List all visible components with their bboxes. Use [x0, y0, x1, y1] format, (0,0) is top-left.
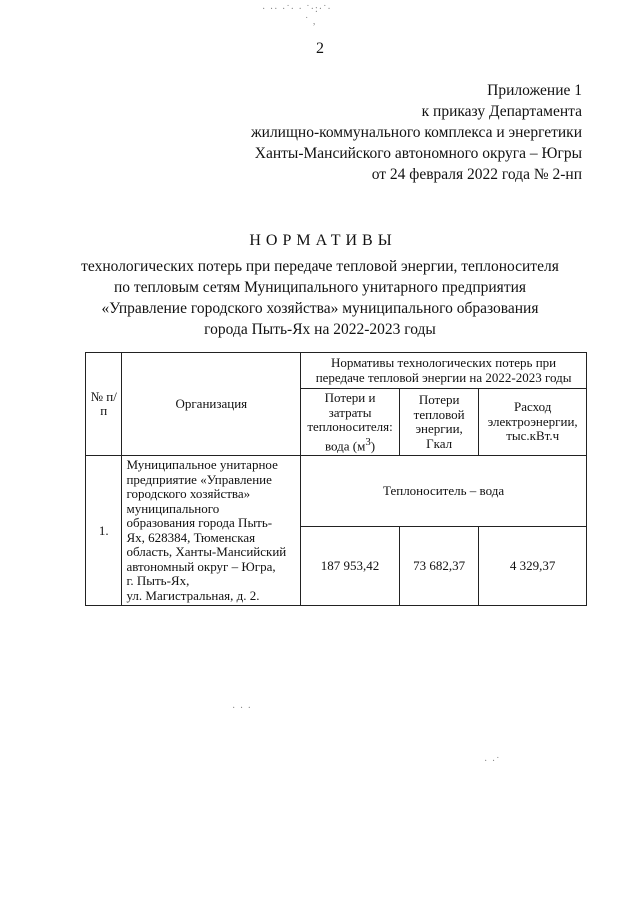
- scan-noise-top: · ·· ·˙· · ˙·:·˙·: [262, 4, 332, 15]
- appendix-line: Приложение 1: [487, 82, 582, 99]
- appendix-line: Ханты-Мансийского автономного округа – Югры: [254, 145, 582, 162]
- organization-line: область, Ханты-Мансийский: [126, 544, 287, 560]
- header-col-water-loss: [301, 389, 400, 456]
- organization-line: образования города Пыть-: [126, 515, 273, 531]
- document-title-block: [0, 232, 640, 340]
- organization-line: г. Пыть-Ях,: [126, 573, 190, 589]
- organization-line: Муниципальное унитарное: [126, 457, 278, 473]
- row-organization: [122, 456, 301, 606]
- organization-line: автономный округ – Югра,: [126, 558, 276, 574]
- organization-line: городского хозяйства»: [126, 486, 251, 502]
- document-title: НОРМАТИВЫ: [249, 232, 397, 249]
- appendix-header: [251, 80, 582, 185]
- subtitle-line: технологических потерь при передаче тепловой энергии, теплоносителя: [81, 258, 559, 275]
- header-col-heat-loss: Потери тепловой энергии, Гкал: [399, 389, 478, 456]
- subtitle-line: «Управление городского хозяйства» муниципального образования: [101, 300, 539, 317]
- header-col-water-loss-text: Потери и затраты теплоносителя: вода (м: [307, 390, 393, 453]
- value-electricity: 4 329,37: [479, 527, 587, 606]
- scan-noise-top-2: ˙ ,: [305, 16, 317, 27]
- page-number: 2: [316, 40, 324, 57]
- header-col-water-loss-close: ): [370, 437, 376, 453]
- organization-line: предприятие «Управление: [126, 471, 272, 487]
- header-col-electricity: Расход электроэнергии, тыс.кВт.ч: [479, 389, 587, 456]
- table-row: [86, 456, 587, 527]
- subtitle-line: города Пыть-Ях на 2022-2023 годы: [204, 321, 436, 338]
- scan-noise-right: · ·˙: [484, 756, 501, 767]
- header-num: № п/п: [86, 353, 122, 456]
- organization-line: муниципального: [126, 500, 220, 516]
- appendix-line: к приказу Департамента: [421, 103, 582, 120]
- header-group: Нормативы технологических потерь при передаче тепловой энергии на 2022-2023 годы: [301, 353, 587, 389]
- value-water-loss: 187 953,42: [301, 527, 400, 606]
- norms-table: [85, 352, 587, 606]
- organization-line: Ях, 628384, Тюменская: [126, 529, 256, 545]
- table-header-row: [86, 353, 587, 389]
- value-heat-loss: 73 682,37: [399, 527, 478, 606]
- appendix-line: от 24 февраля 2022 года № 2-нп: [371, 166, 582, 183]
- header-col-water-loss-sup: 3: [365, 435, 371, 448]
- header-organization: Организация: [122, 353, 301, 456]
- row-carrier: Теплоноситель – вода: [301, 456, 587, 527]
- appendix-line: жилищно-коммунального комплекса и энергетики: [250, 124, 582, 141]
- document-subtitle: [0, 256, 640, 340]
- organization-line: ул. Магистральная, д. 2.: [126, 587, 260, 603]
- row-num: 1.: [86, 456, 122, 606]
- scan-noise-mid: · · ·: [232, 703, 252, 714]
- subtitle-line: по тепловым сетям Муниципального унитарного предприятия: [113, 279, 527, 296]
